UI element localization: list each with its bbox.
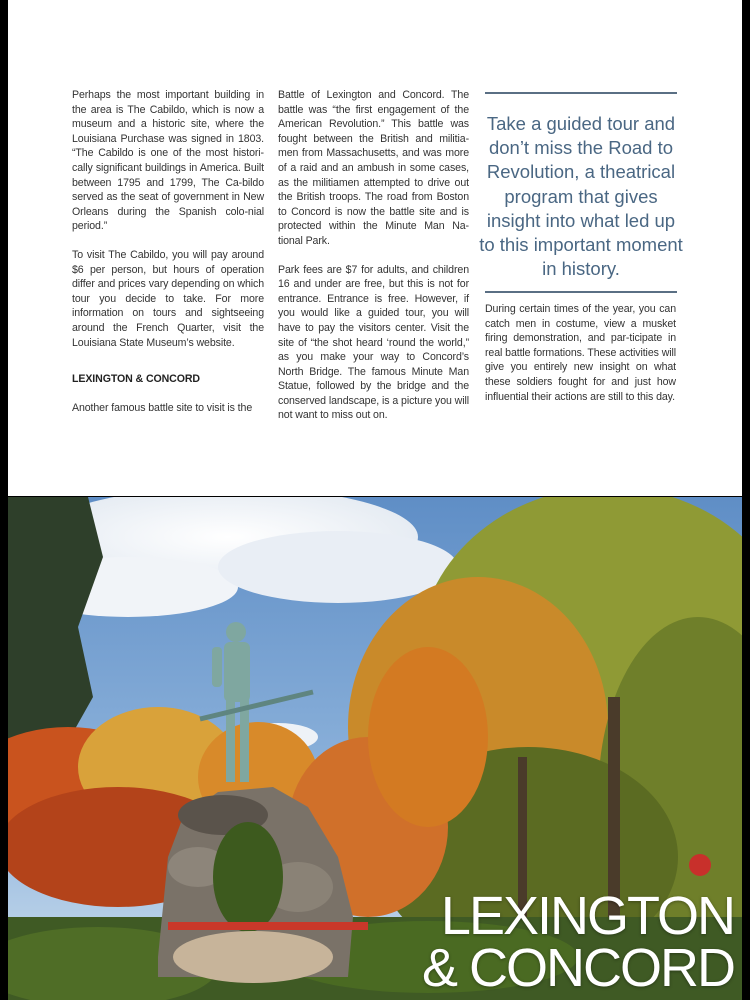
article-column-1: [72, 88, 264, 429]
article-page: [8, 0, 742, 496]
section-heading: LEXINGTON & CONCORD: [72, 373, 200, 386]
pullquote-top-rule: [485, 92, 677, 94]
photo-title-line-2: & CONCORD: [421, 938, 734, 998]
body-paragraph: To visit The Cabildo, you will pay around $6 per person, but hours of operation differ and prices vary depending on which tour you decide to take. For more information on tours and sightseeing around the French Quarter, visit the Louisiana State Museum’s website.: [72, 248, 264, 349]
article-column-3: [485, 302, 676, 418]
photo-title-line-1: LEXINGTON: [440, 886, 734, 946]
pull-quote: Take a guided tour and don’t miss the Road to Revolution, a theatrical program that gives insight into what led up to this important moment in history.: [479, 113, 683, 280]
body-paragraph: Perhaps the most important building in the area is The Cabildo, which is now a museum and a historic site, where the Louisiana Purchase was signed in 1803. “The Cabildo is one of the most histori-cally significant buildings in America. Built between 1795 and 1799, The Ca-bildo served as the seat of government in New Orleans during the Spanish colo-nial period.”: [72, 89, 264, 233]
body-paragraph: Another famous battle site to visit is the: [72, 401, 253, 414]
pullquote-bottom-rule: [485, 291, 677, 293]
body-paragraph: During certain times of the year, you can catch men in costume, view a musket firing demonstration, and par-ticipate in real battle formations. These activities will give you entirely new insight on what these soldiers fought for and just how influential their actions are still to this day.: [485, 303, 676, 403]
article-column-2: [278, 88, 469, 437]
photo-title: [421, 886, 734, 998]
body-paragraph: Battle of Lexington and Concord. The battle was “the first engagement of the American Revolution.” This battle was fought between the British and militia-men from Massachusetts, and was more of a raid and an ambush in some cases, as the militiamen attempted to drive out the British troops. The road from Boston to Concord is now the battle site and is protected within the Minute Man Na-tional Park.: [278, 89, 469, 247]
body-paragraph: Park fees are $7 for adults, and children 16 and under are free, but this is not for entrance. Entrance is free. However, if you would like a guided tour, you will have to pay the visitors center. Visit the site of “the shot heard ‘round the world,” as you make your way to Concord’s North Bridge. The famous Minute Man Statue, followed by the bridge and the conserved landscape, is a picture you will not want to miss out on.: [278, 263, 469, 422]
